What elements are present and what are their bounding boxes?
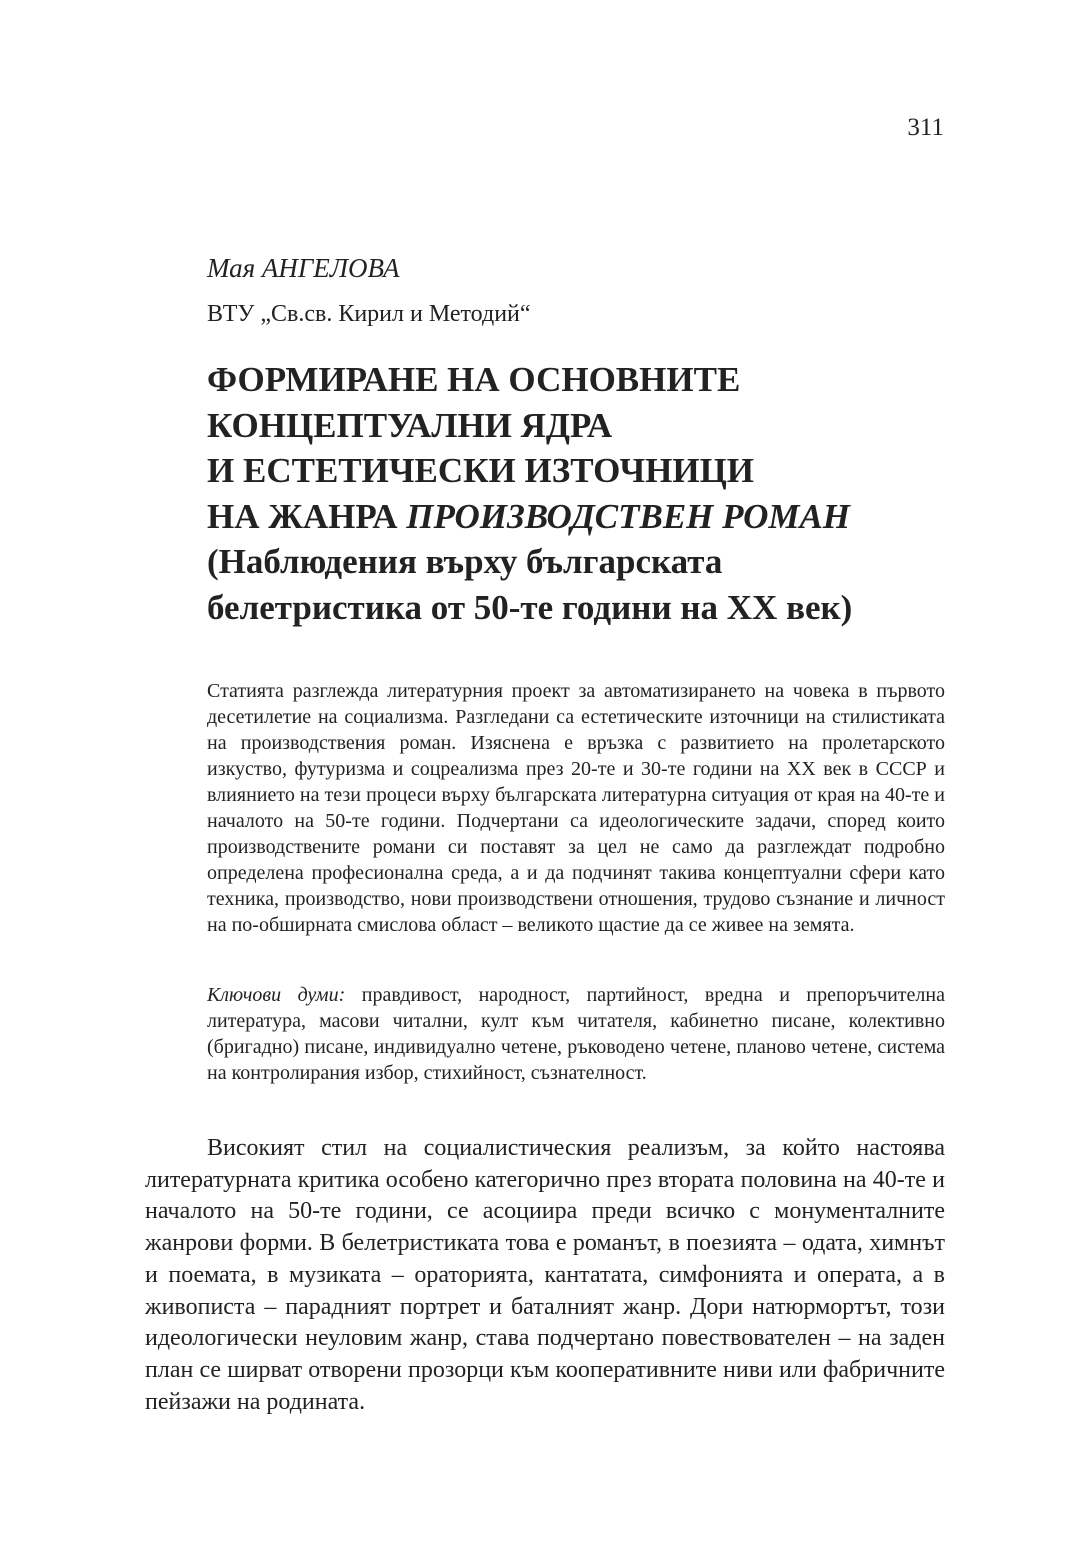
keywords	[207, 982, 945, 1086]
author-affiliation: ВТУ „Св.св. Кирил и Методий“	[207, 301, 531, 327]
title-line-6: белетристика от 50-те години на XX век)	[207, 587, 853, 627]
title-line-2: КОНЦЕПТУАЛНИ ЯДРА	[207, 405, 613, 445]
author-name: Мая АНГЕЛОВА	[207, 253, 400, 283]
article-title	[207, 357, 927, 630]
abstract: Статията разглежда литературния проект за автоматизирането на човека в първото десетилетие на социализма. Разгледани са естетическите източници на стилистиката на производствения роман. Изяснена е връзка с развитието на пролетарското изкуство, футуризма и соцреализма през 20-те и 30-те години на XX век в СССР и влиянието на тези процеси върху българската литературна ситуация от края на 40-те и началото на 50-те години. Подчертани са идеологическите задачи, според които производствените романи си поставят за цел не само да разглеждат подробно определена професионална среда, а и да подчинят такива концептуални сфери като техника, производство, нови производствени отношения, трудово съзнание и личност на по-обширната смислова област – великото щастие да се живее на земята.	[207, 680, 945, 936]
body-paragraph: Високият стил на социалистическия реализъм, за който настоява литературната критика особено категорично през втората половина на 40-те и началото на 50-те години, се асоциира преди всичко с монументалните жанрови форми. В белетристиката това е романът, в поезията – одата, химнът и поемата, в музиката – ораторията, кантатата, симфонията и операта, а в живописта – парадният портрет и баталният жанр. Дори натюрмортът, този идеологически неуловим жанр, става подчертано повествователен – на заден план се ширват отворени прозорци към кооперативните ниви или фабричните пейзажи на родината.	[145, 1135, 945, 1415]
title-line-4-prefix: НА ЖАНРА	[207, 496, 407, 536]
title-line-4-genre: ПРОИЗВОДСТВЕН РОМАН	[406, 496, 851, 536]
title-line-4	[207, 494, 927, 540]
title-line-3: И ЕСТЕТИЧЕСКИ ИЗТОЧНИЦИ	[207, 451, 755, 490]
keywords-label: Ключови думи:	[207, 984, 346, 1006]
title-line-1: ФОРМИРАНЕ НА ОСНОВНИТЕ	[207, 360, 741, 399]
keywords-text: правдивост, народност, партийност, вредна и препоръчителна литература, масови читални, култ към читателя, кабинетно писане, колективно (бригадно) писане, индивидуално четене, ръководено четене, планово четене, система на контролирания избор, стихийност, съзнателност.	[207, 984, 945, 1084]
title-line-5: (Наблюдения върху българската	[207, 542, 723, 581]
page-number: 311	[907, 114, 944, 141]
